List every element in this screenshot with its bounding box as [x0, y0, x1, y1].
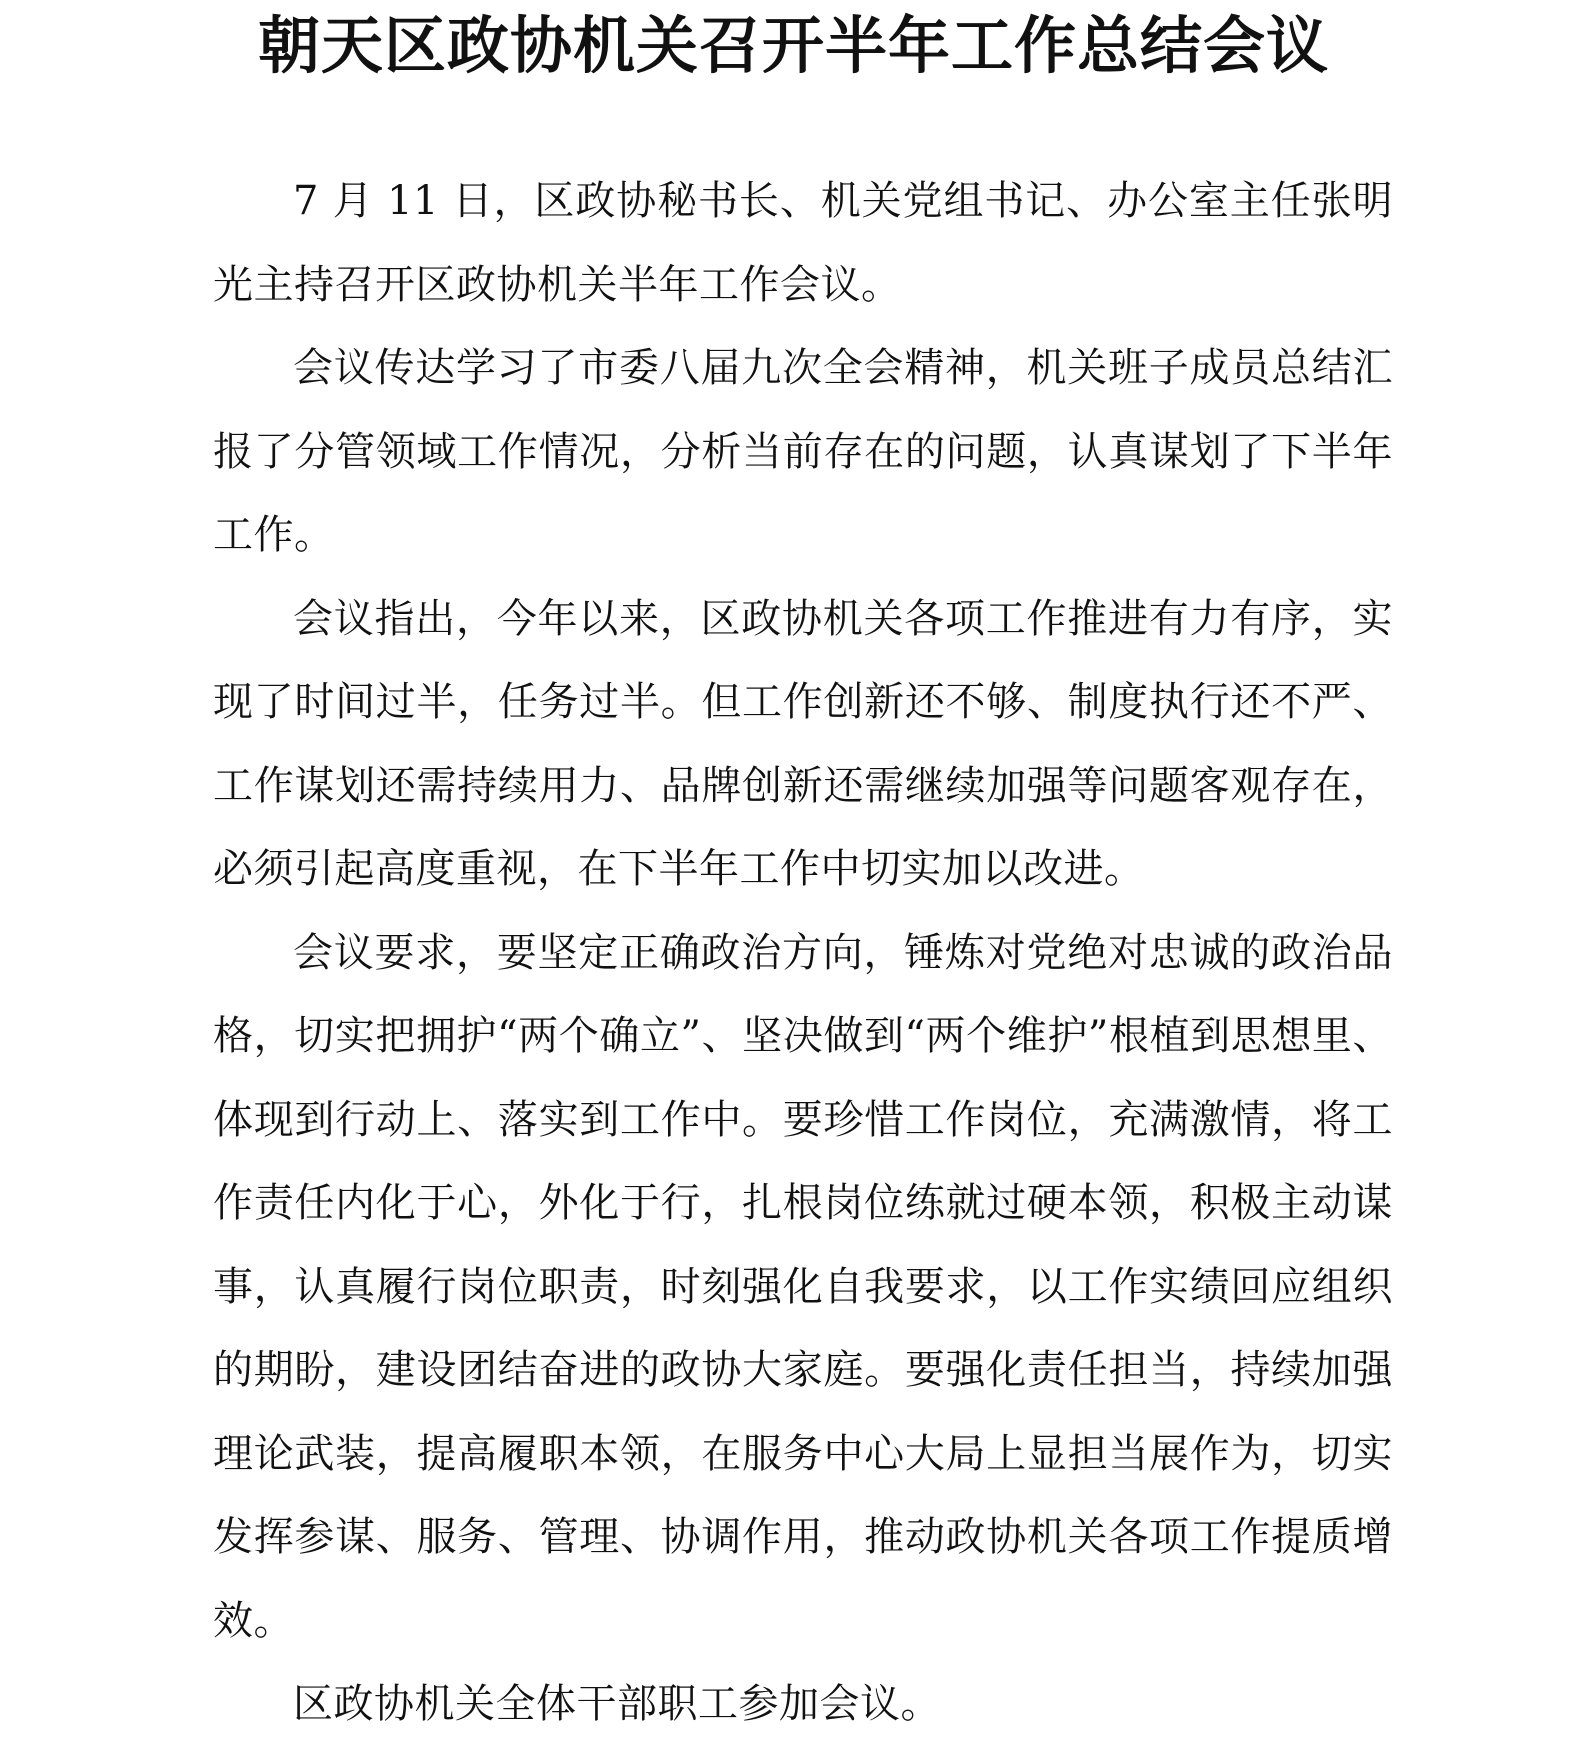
document-body [213, 160, 1393, 1747]
paragraph-4: 会议要求，要坚定正确政治方向，锤炼对党绝对忠诚的政治品格，切实把拥护“两个确立”、坚决做到“两个维护”根植到思想里、体现到行动上、落实到工作中。要珍惜工作岗位，充满激情，将工作责任内化于心，外化于行，扎根岗位练就过硬本领，积极主动谋事，认真履行岗位职责，时刻强化自我要求，以工作实绩回应组织的期盼，建设团结奋进的政协大家庭。要强化责任担当，持续加强理论武装，提高履职本领，在服务中心大局上显担当展作为，切实发挥参谋、服务、管理、协调作用，推动政协机关各项工作提质增效。 [213, 929, 1393, 1644]
paragraph-3: 会议指出，今年以来，区政协机关各项工作推进有力有序，实现了时间过半，任务过半。但工作创新还不够、制度执行还不严、工作谋划还需持续用力、品牌创新还需继续加强等问题客观存在，必须引起高度重视，在下半年工作中切实加以改进。 [213, 595, 1393, 892]
paragraph-2: 会议传达学习了市委八届九次全会精神，机关班子成员总结汇报了分管领域工作情况，分析当前存在的问题，认真谋划了下半年工作。 [213, 345, 1393, 558]
paragraph-1: 7 月 11 日，区政协秘书长、机关党组书记、办公室主任张明光主持召开区政协机关半年工作会议。 [213, 178, 1393, 308]
document-title: 朝天区政协机关召开半年工作总结会议 [257, 9, 1329, 82]
paragraph-5: 区政协机关全体干部职工参加会议。 [293, 1681, 941, 1727]
